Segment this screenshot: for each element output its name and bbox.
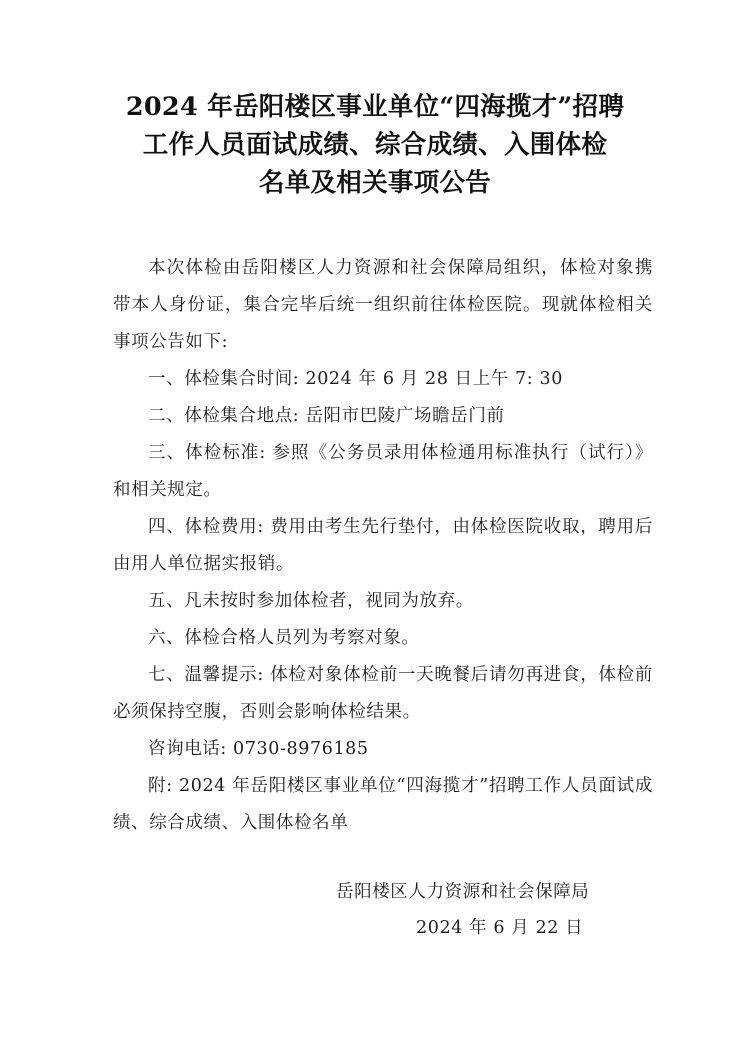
title-line-3: 名单及相关事项公告 [258, 168, 492, 198]
item-time: 一、体检集合时间: 2024 年 6 月 28 日上午 7: 30 [148, 369, 563, 389]
signature-date: 2024 年 6 月 22 日 [416, 918, 584, 938]
title-line-1: 2024 年岳阳楼区事业单位“四海揽才”招聘 [125, 92, 625, 122]
signature-organization: 岳阳楼区人力资源和社会保障局 [336, 882, 590, 902]
item-absence: 五、凡未按时参加体检者，视同为放弃。 [148, 591, 474, 611]
item-fee: 四、体检费用: 费用由考生先行垫付，由体检医院收取，聘用后由用人单位据实报销。 [113, 517, 653, 574]
title-line-2: 工作人员面试成绩、综合成绩、入围体检 [142, 130, 608, 160]
contact-phone: 咨询电话: 0730-8976185 [148, 739, 369, 759]
item-standard: 三、体检标准: 参照《公务员录用体检通用标准执行（试行）》和相关规定。 [113, 443, 653, 500]
item-reminder: 七、温馨提示: 体检对象体检前一天晚餐后请勿再进食，体检前必须保持空腹，否则会影响体检结果。 [113, 665, 653, 722]
intro-paragraph: 本次体检由岳阳楼区人力资源和社会保障局组织，体检对象携带本人身份证，集合完毕后统一组织前往体检医院。现就体检相关事项公告如下: [113, 258, 653, 352]
item-location: 二、体检集合地点: 岳阳市巴陵广场瞻岳门前 [148, 406, 505, 426]
document-body [113, 250, 653, 842]
document-title [60, 88, 690, 202]
attachment-note: 附: 2024 年岳阳楼区事业单位“四海揽才”招聘工作人员面试成绩、综合成绩、入围体检名单 [113, 776, 653, 833]
item-qualified: 六、体检合格人员列为考察对象。 [148, 628, 420, 648]
